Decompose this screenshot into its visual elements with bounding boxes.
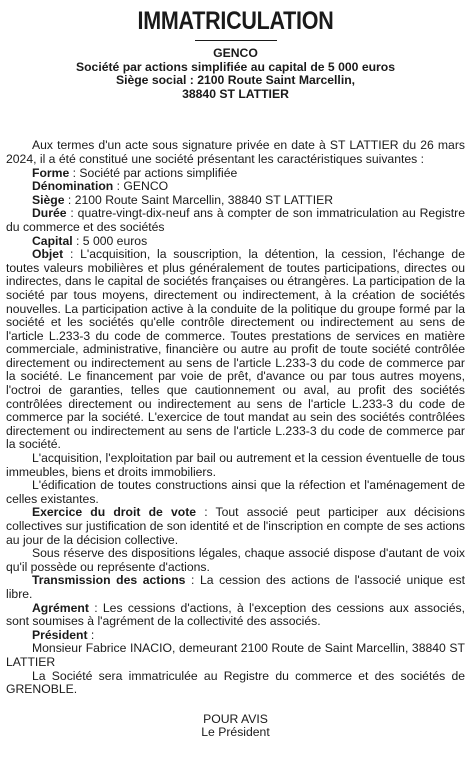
signature-president: Le Président	[201, 725, 270, 740]
notice-title: IMMATRICULATION	[137, 7, 334, 35]
field-agrement	[6, 602, 465, 629]
field-capital	[6, 235, 465, 249]
field-denomination	[6, 180, 465, 194]
field-transmission	[6, 574, 465, 601]
field-denomination-value: : GENCO	[113, 179, 169, 194]
intro-paragraph: Aux termes d'un acte sous signature privée en date à ST LATTIER du 26 mars 2024, il a été constitué une société présentant les caractéristiques suivantes :	[6, 138, 465, 166]
title-divider	[195, 40, 277, 41]
field-vote	[6, 506, 465, 547]
field-capital-value: : 5 000 euros	[72, 233, 148, 248]
objet-paragraph-2: L'acquisition, l'exploitation par bail ou autrement et la cession éventuelle de tous immeubles, biens et droits immobiliers.	[6, 451, 465, 479]
field-forme-label: Forme	[32, 165, 70, 180]
header-spacer	[6, 101, 465, 139]
field-president-value: :	[87, 627, 95, 642]
field-forme-value: : Société par actions simplifiée	[69, 165, 238, 180]
field-objet-value: : L'acquisition, la souscription, la détention, la cession, l'échange de toutes valeurs mobilières et plus généralement de toutes participations, directes ou indirectes, dans le capital de sociétés françaises ou étrangères. La participation de la société par tous moyens, directement ou indirectement, à la création de sociétés nouvelles. La participation active à la conduite de la politique du groupe formé par la société et les sociétés qu'elle contrôle directement ou indirectement au sens de l'article L.233-3 du code de commerce. Toutes prestations de services en matière commerciale, administrative, financière ou autre au profit de toute société contrôlée directement ou indirectement au sens de l'article L.233-3 du code de commerce par la société. Le financement par voie de prêt, d'avance ou par tous autres moyens, l'octroi de garanties, telles que cautionnement ou aval, au profit des sociétés contrôlées directement ou indirectement au sens de l'article L.233-3 du code de commerce par la société. L'exercice de tout mandat au sein des sociétés contrôlées directement ou indirectement au sens de l'article L.233-3 du code de commerce par la société.	[6, 247, 465, 452]
field-denomination-label: Dénomination	[32, 179, 114, 194]
field-vote-label: Exercice du droit de vote	[32, 505, 197, 520]
field-duree-label: Durée	[32, 206, 67, 221]
field-objet	[6, 248, 465, 452]
field-objet-label: Objet	[32, 247, 64, 262]
field-duree-value: : quatre-vingt-dix-neuf ans à compter de son immatriculation au Registre du commerce et des sociétés	[6, 206, 465, 234]
company-capital: Société par actions simplifiée au capital de 5 000 euros	[75, 59, 396, 74]
field-siege-label: Siège	[32, 192, 65, 207]
company-city: 38840 ST LATTIER	[182, 86, 289, 101]
field-siege-value: : 2100 Route Saint Marcellin, 38840 ST LATTIER	[64, 192, 334, 207]
signature-pour-avis: POUR AVIS	[203, 711, 268, 726]
registry-paragraph: La Société sera immatriculée au Registre du commerce et des sociétés de GRENOBLE.	[6, 668, 465, 697]
field-agrement-value: : Les cessions d'actions, à l'exception des cessions aux associés, sont soumises à l'agrément de la collectivité des associés.	[6, 600, 465, 629]
company-name: GENCO	[213, 46, 258, 60]
field-president	[6, 629, 465, 643]
field-siege	[6, 194, 465, 208]
field-transmission-value: : La cession des actions de l'associé unique est libre.	[6, 573, 466, 601]
president-name: Monsieur Fabrice INACIO, demeurant 2100 Route de Saint Marcellin, 38840 ST LATTIER	[6, 641, 465, 669]
field-transmission-label: Transmission des actions	[32, 573, 186, 588]
signature-block	[6, 713, 465, 740]
field-president-label: Président	[32, 627, 88, 642]
objet-paragraph-3: L'édification de toutes constructions ainsi que la réfection et l'aménagement de celles existantes.	[6, 478, 465, 506]
field-agrement-label: Agrément	[32, 600, 89, 615]
field-capital-label: Capital	[32, 233, 73, 248]
field-forme	[6, 167, 465, 181]
field-vote-value: : Tout associé peut participer aux décisions collectives sur justification de son identité et de l'inscription en compte de ses actions au jour de la décision collective.	[6, 505, 465, 547]
vote-paragraph-2: Sous réserve des dispositions légales, chaque associé dispose d'autant de voix qu'il possède ou représente d'actions.	[6, 546, 465, 574]
company-seat: Siège social : 2100 Route Saint Marcellin,	[115, 73, 356, 88]
field-duree	[6, 207, 465, 234]
